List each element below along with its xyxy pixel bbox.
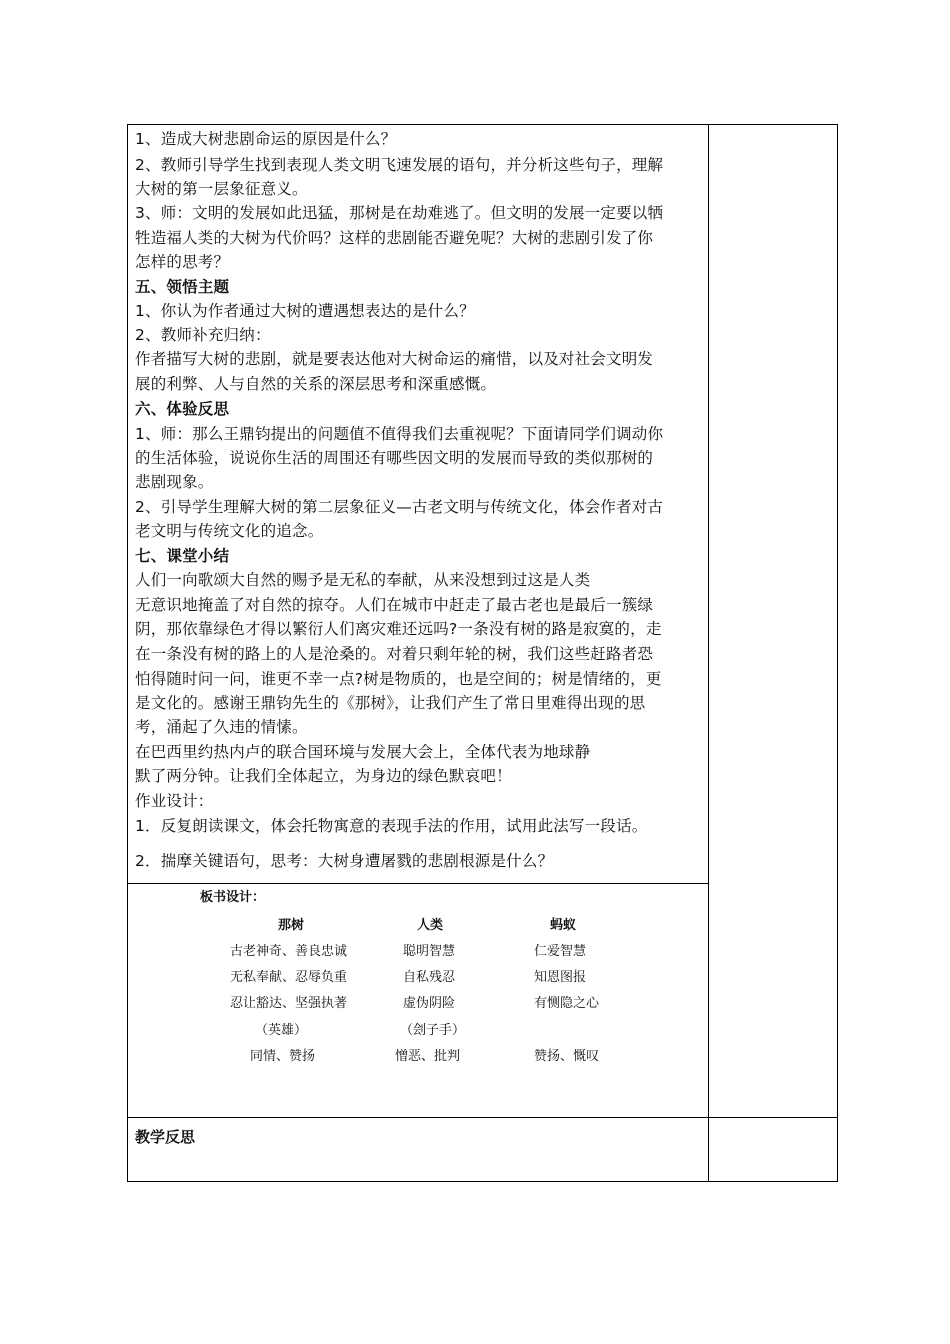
text-line: 作者描写大树的悲剧，就是要表达他对大树命运的痛惜，以及对社会文明发 [135,350,654,368]
text-line: 的生活体验，说说你生活的周围还有哪些因文明的发展而导致的类似那树的 [135,449,654,467]
section-heading: 六、体验反思 [135,400,230,418]
board-header-human: 人类 [417,918,444,933]
text-line: 3、师：文明的发展如此迅猛，那树是在劫难逃了。但文明的发展一定要以牺 [135,204,664,222]
text-line: 展的利弊、人与自然的关系的深层思考和深重感慨。 [135,375,497,393]
text-line: 老文明与传统文化的追念。 [135,522,324,540]
board-header-ant: 蚂蚁 [550,918,577,933]
text-line: 阴，那依靠绿色才得以繁衍人们离灾难还远吗?一条没有树的路是寂寞的，走 [135,620,662,638]
board-cell: 自私残忍 [403,970,456,985]
board-cell: 古老神奇、善良忠诚 [230,944,348,959]
board-cell: 虚伪阴险 [403,996,456,1011]
board-cell: 忍让豁达、坚强执著 [230,996,348,1011]
text-line: 是文化的。感谢王鼎钧先生的《那树》，让我们产生了常日里难得出现的思 [135,694,646,712]
text-line: 考，涌起了久违的情愫。 [135,718,308,736]
text-line: 2、教师引导学生找到表现人类文明飞速发展的语句，并分析这些句子，理解 [135,156,664,174]
text-line: 大树的第一层象征意义。 [135,180,308,198]
text-line: 2、教师补充归纳： [135,326,271,344]
board-cell: 无私奉献、忍辱负重 [230,970,348,985]
text-line: 怕得随时问一问，谁更不幸一点?树是物质的，也是空间的；树是情绪的，更 [135,670,662,688]
text-line: 无意识地掩盖了对自然的掠夺。人们在城市中赶走了最古老也是最后一簇绿 [135,596,654,614]
text-line: 在巴西里约热内卢的联合国环境与发展大会上，全体代表为地球静 [135,743,591,761]
board-title: 板书设计： [200,890,266,905]
text-line: 2、引导学生理解大树的第二层象征义—古老文明与传统文化，体会作者对古 [135,498,664,516]
text-line: 作业设计： [135,792,214,810]
text-line: 在一条没有树的路上的人是沧桑的。对着只剩年轮的树，我们这些赶路者恐 [135,645,654,663]
board-cell: 知恩图报 [534,970,587,985]
text-line: 牲造福人类的大树为代价吗？这样的悲剧能否避免呢？大树的悲剧引发了你 [135,229,654,247]
board-cell: 有恻隐之心 [534,996,600,1011]
board-cell: 同情、赞扬 [250,1049,316,1064]
text-line: 1、你认为作者通过大树的遭遇想表达的是什么？ [135,302,475,320]
text-line: 2．揣摩关键语句，思考：大树身遭屠戮的悲剧根源是什么？ [135,852,554,870]
board-cell: 仁爱智慧 [534,944,587,959]
row-divider-board [127,883,709,884]
text-line: 默了两分钟。让我们全体起立，为身边的绿色默哀吧！ [135,767,512,785]
text-line: 人们一向歌颂大自然的赐予是无私的奉献，从来没想到过这是人类 [135,571,591,589]
board-cell: 聪明智慧 [403,944,456,959]
column-divider [708,124,709,1182]
section-heading: 五、领悟主题 [135,278,230,296]
board-cell: 憎恶、批判 [395,1049,461,1064]
board-cell: （英雄） [255,1023,308,1038]
board-header-tree: 那树 [278,918,305,933]
text-line: 1．反复朗读课文，体会托物寓意的表现手法的作用，试用此法写一段话。 [135,817,648,835]
section-heading: 七、课堂小结 [135,547,230,565]
text-line: 1、师：那么王鼎钧提出的问题值不值得我们去重视呢？下面请同学们调动你 [135,425,664,443]
row-divider-reflection [127,1117,838,1118]
text-line: 悲剧现象。 [135,473,214,491]
reflection-label: 教学反思 [135,1128,196,1146]
board-cell: 赞扬、慨叹 [534,1049,600,1064]
text-line: 1、造成大树悲剧命运的原因是什么？ [135,130,397,148]
text-line: 怎样的思考？ [135,253,230,271]
board-cell: （刽子手） [400,1023,466,1038]
